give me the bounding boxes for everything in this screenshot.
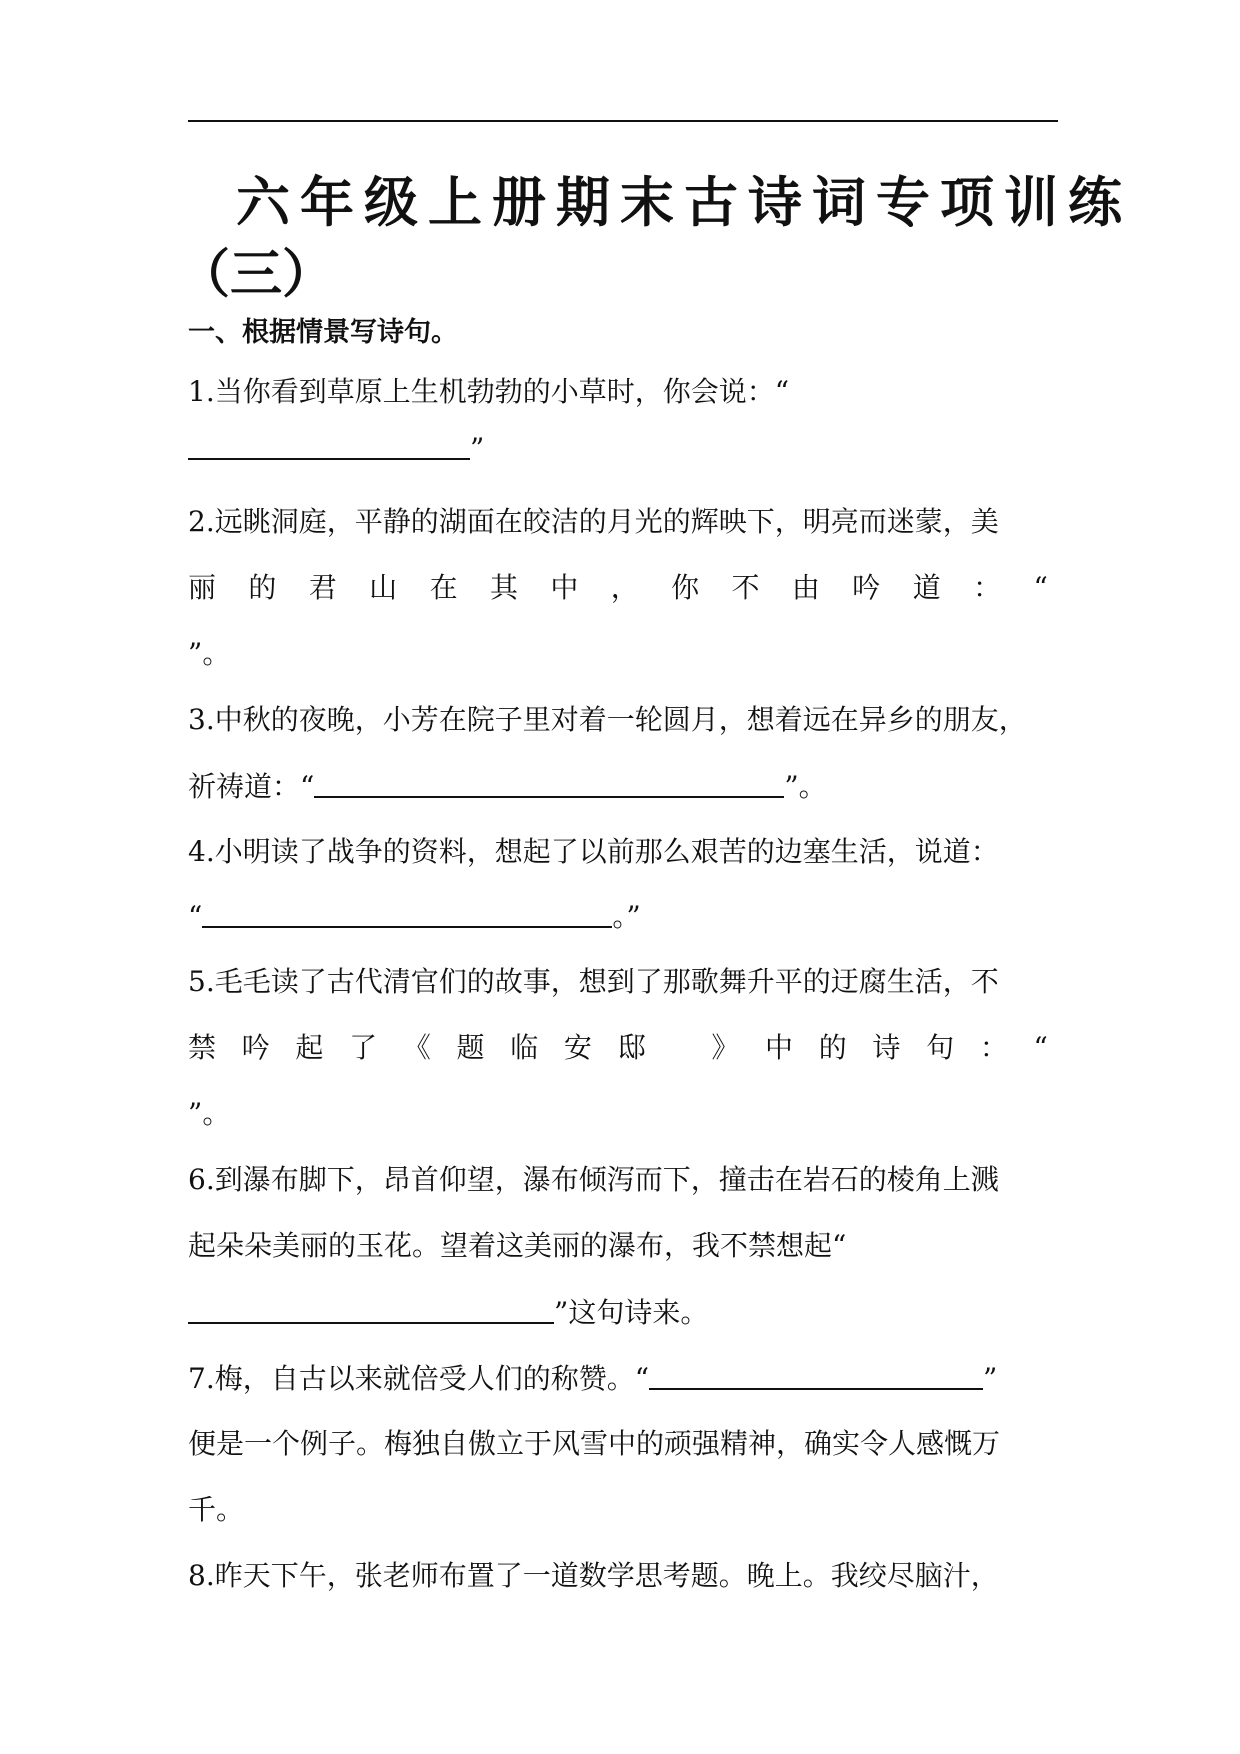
- question-6-line-2: 起朵朵美丽的玉花。望着这美丽的瀑布，我不禁想起“: [188, 1229, 847, 1262]
- question-4: 4.小明读了战争的资料，想起了以前那么艰苦的边塞生活，说道：: [188, 835, 999, 868]
- question-2: 2.远眺洞庭，平静的湖面在皎洁的月光的辉映下，明亮而迷蒙，美: [188, 505, 999, 538]
- question-7-line-3: 千。: [188, 1493, 245, 1526]
- answer-blank-7[interactable]: [649, 1364, 983, 1390]
- question-1-text: 1.当你看到草原上生机勃勃的小草时，你会说：“: [188, 375, 790, 408]
- page-title-suffix: （三）: [178, 245, 335, 305]
- question-8: 8.昨天下午，张老师布置了一道数学思考题。晚上。我绞尽脑汁，: [188, 1559, 999, 1592]
- answer-blank-3[interactable]: [314, 772, 784, 798]
- question-1: [188, 375, 790, 408]
- question-3-answer-line: 祈祷道：“ ”。: [188, 770, 827, 803]
- answer-blank-1[interactable]: [188, 434, 470, 460]
- section-heading: 一、根据情景写诗句。: [188, 317, 458, 348]
- answer-blank-6[interactable]: [188, 1298, 554, 1324]
- question-2-end: ”。: [188, 637, 231, 670]
- question-3: 3.中秋的夜晚，小芳在院子里对着一轮圆月，想着远在异乡的朋友，: [188, 703, 1027, 736]
- page-title: 六年级上册期末古诗词专项训练: [236, 171, 1132, 234]
- question-2-line-2: 丽 的 君 山 在 其 中 ， 你 不 由 吟 道 ： “: [188, 571, 1048, 604]
- question-6: 6.到瀑布脚下，昂首仰望，瀑布倾泻而下，撞击在岩石的棱角上溅: [188, 1163, 999, 1196]
- question-5-end: ”。: [188, 1097, 231, 1130]
- header-rule: [188, 120, 1058, 122]
- question-7: 7.梅，自古以来就倍受人们的称赞。“ ”: [188, 1362, 998, 1395]
- question-4-answer-line: “ 。”: [188, 900, 641, 933]
- question-6-answer-line: ”这句诗来。: [188, 1298, 708, 1327]
- answer-blank-4[interactable]: [202, 902, 612, 928]
- question-1-answer-line: [188, 434, 484, 463]
- question-7-line-2: 便是一个例子。梅独自傲立于风雪中的顽强精神，确实令人感慨万: [188, 1427, 1001, 1460]
- question-5-line-2: 禁 吟 起 了 《 题 临 安 邸 》 中 的 诗 句 ： “: [188, 1031, 1048, 1064]
- question-5: 5.毛毛读了古代清官们的故事，想到了那歌舞升平的迂腐生活，不: [188, 965, 999, 998]
- question-1-close-quote: ”: [470, 432, 485, 465]
